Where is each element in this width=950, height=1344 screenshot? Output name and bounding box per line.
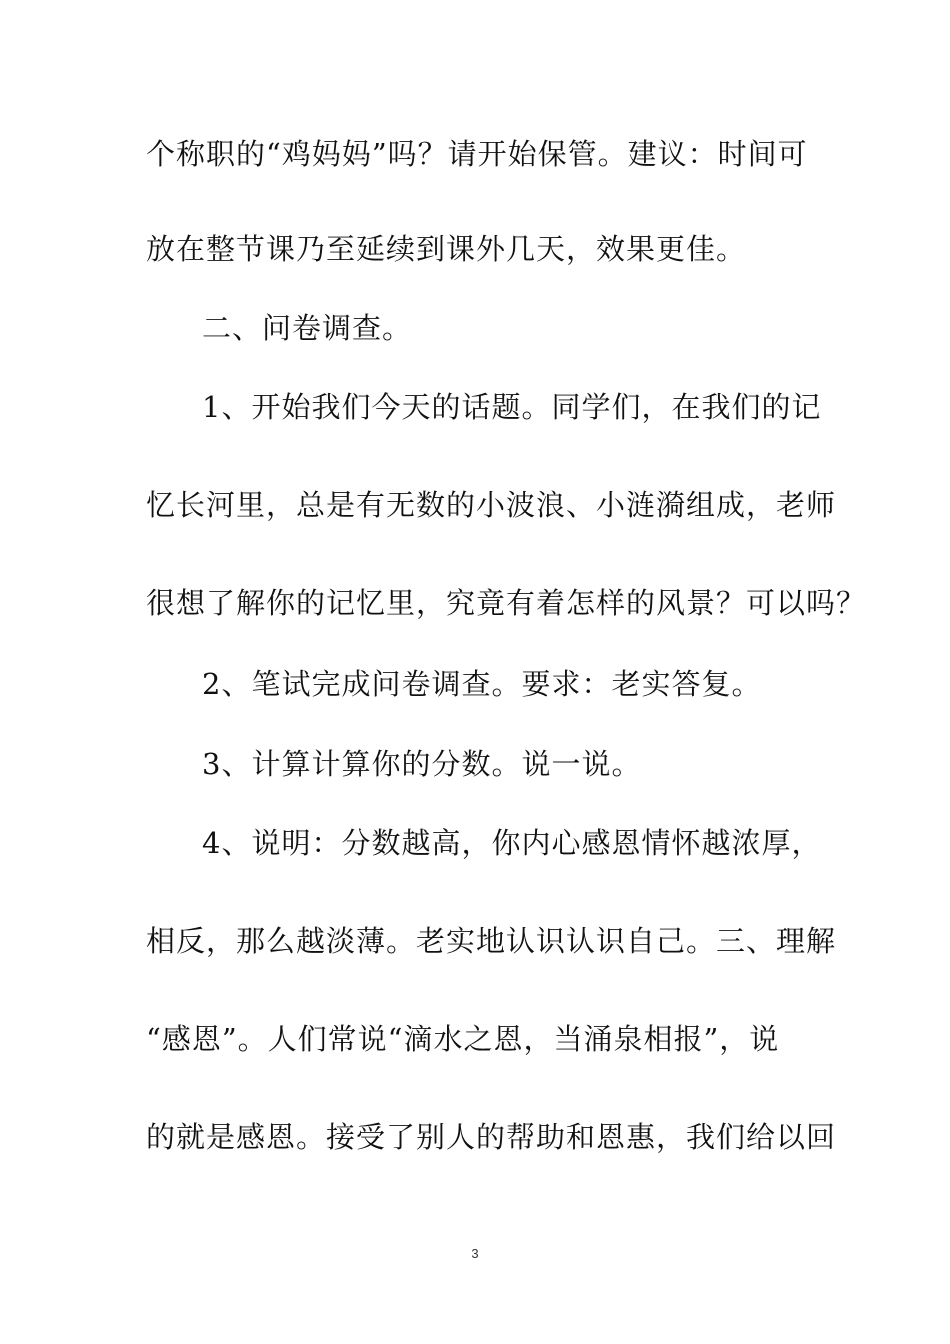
paragraph-line-12: 的就是感恩。接受了别人的帮助和恩惠，我们给以回 [146,1120,837,1154]
paragraph-line-1: 个称职的“鸡妈妈”吗？请开始保管。建议：时间可 [146,137,808,171]
paragraph-line-2: 放在整节课乃至延续到课外几天，效果更佳。 [146,232,747,266]
paragraph-line-10: 相反，那么越淡薄。老实地认识认识自己。三、理解 [146,924,837,958]
paragraph-line-11: “感恩”。人们常说“滴水之恩，当涌泉相报”，说 [146,1022,780,1056]
page-number: 3 [471,1246,479,1261]
paragraph-line-5: 忆长河里，总是有无数的小波浪、小涟漪组成，老师 [146,488,837,522]
section-heading-questionnaire: 二、问卷调查。 [202,311,413,345]
paragraph-line-6: 很想了解你的记忆里，究竟有着怎样的风景？可以吗？ [146,586,867,620]
paragraph-line-8: 3、计算计算你的分数。说一说。 [202,747,642,781]
paragraph-line-4: 1、开始我们今天的话题。同学们，在我们的记 [202,390,822,424]
paragraph-line-9: 4、说明：分数越高，你内心感恩情怀越浓厚， [202,826,822,860]
paragraph-line-7: 2、笔试完成问卷调查。要求：老实答复。 [202,667,762,701]
